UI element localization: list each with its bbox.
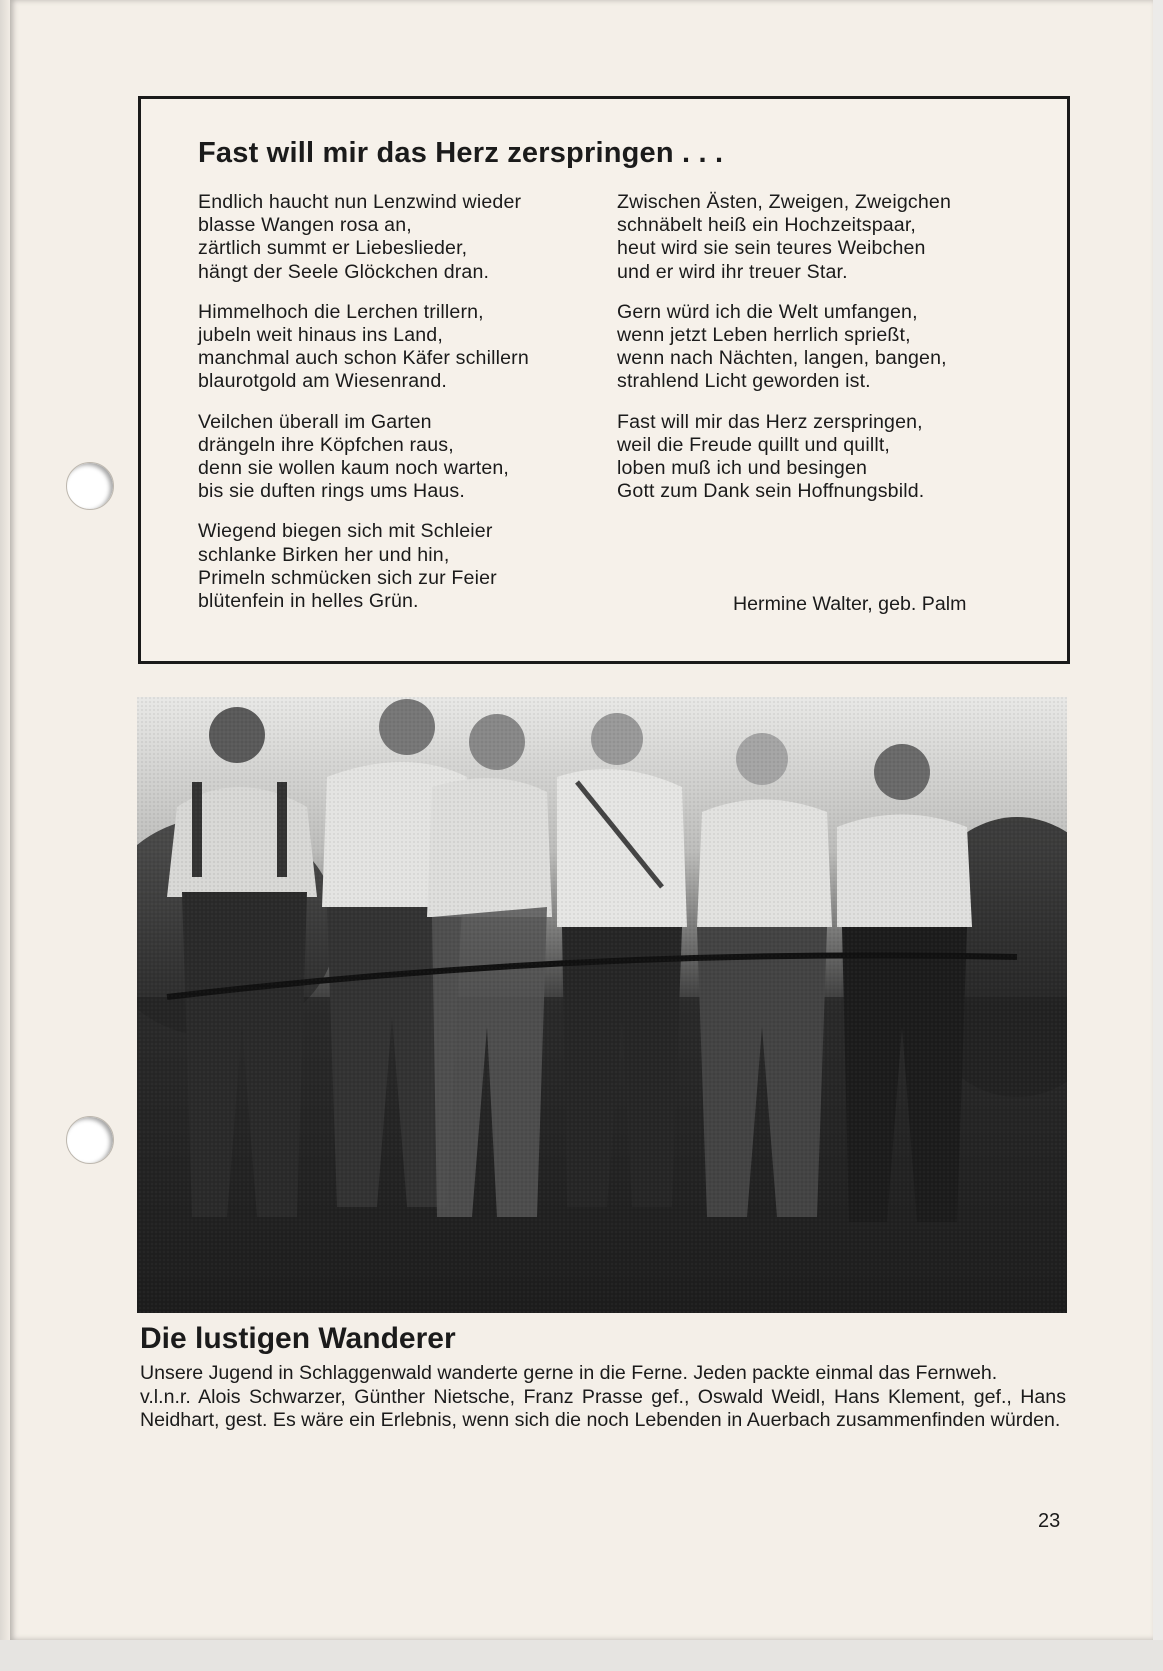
document-page [10, 0, 1153, 1640]
poem-box [138, 96, 1070, 664]
poem-stanza: Himmelhoch die Lerchen trillern, jubeln weit hinaus ins Land, manchmal auch schon Käfer schillern blaurotgold am Wiesenrand. [198, 300, 529, 393]
poem-column-right [617, 191, 1007, 520]
photo-caption: Unsere Jugend in Schlaggenwald wanderte gerne in die Ferne. Jeden packte einmal das Fernweh. v.l.n.r. Alois Schwarzer, Günther Nietsche, Franz Prasse gef., Oswald Weidl, Hans Klement, gef., Hans Neidhart, gest. Es wäre ein Erlebnis, wenn sich die noch Lebenden in Auerbach zusammenfinden würden. [140, 1362, 1066, 1431]
poem-title: Fast will mir das Herz zerspringen . . . [198, 137, 724, 169]
poem-stanza: Endlich haucht nun Lenzwind wieder blasse Wangen rosa an, zärtlich summt er Liebeslieder, hängt der Seele Glöckchen dran. [198, 191, 522, 283]
poem-column-left [198, 191, 588, 630]
page-number: 23 [1038, 1510, 1061, 1532]
poem-stanza: Wiegend biegen sich mit Schleier schlanke Birken her und hin, Primeln schmücken sich zur Feier blütenfein in helles Grün. [198, 520, 497, 613]
poem-stanza: Zwischen Ästen, Zweigen, Zweigchen schnäbelt heiß ein Hochzeitspaar, heut wird sie sein teures Weibchen und er wird ihr treuer Star. [617, 191, 951, 283]
poem-stanza: Gern würd ich die Welt umfangen, wenn jetzt Leben herrlich sprießt, wenn nach Nächten, langen, bangen, strahlend Licht geworden ist. [617, 300, 947, 393]
poem-author: Hermine Walter, geb. Palm [733, 593, 967, 615]
poem-stanza: Fast will mir das Herz zerspringen, weil die Freude quillt und quillt, loben muß ich und besingen Gott zum Dank sein Hoffnungsbild. [617, 410, 925, 503]
photo-section-title: Die lustigen Wanderer [140, 1322, 456, 1355]
page-edge [0, 0, 10, 1671]
punch-hole-top [66, 462, 114, 510]
scan-bottom-strip [0, 1640, 1163, 1671]
group-photo-illustration [137, 697, 1067, 1313]
group-photo [137, 697, 1067, 1313]
poem-stanza: Veilchen überall im Garten drängeln ihre Köpfchen raus, denn sie wollen kaum noch warten, bis sie duften rings ums Haus. [198, 410, 510, 503]
punch-hole-bottom [66, 1116, 114, 1164]
